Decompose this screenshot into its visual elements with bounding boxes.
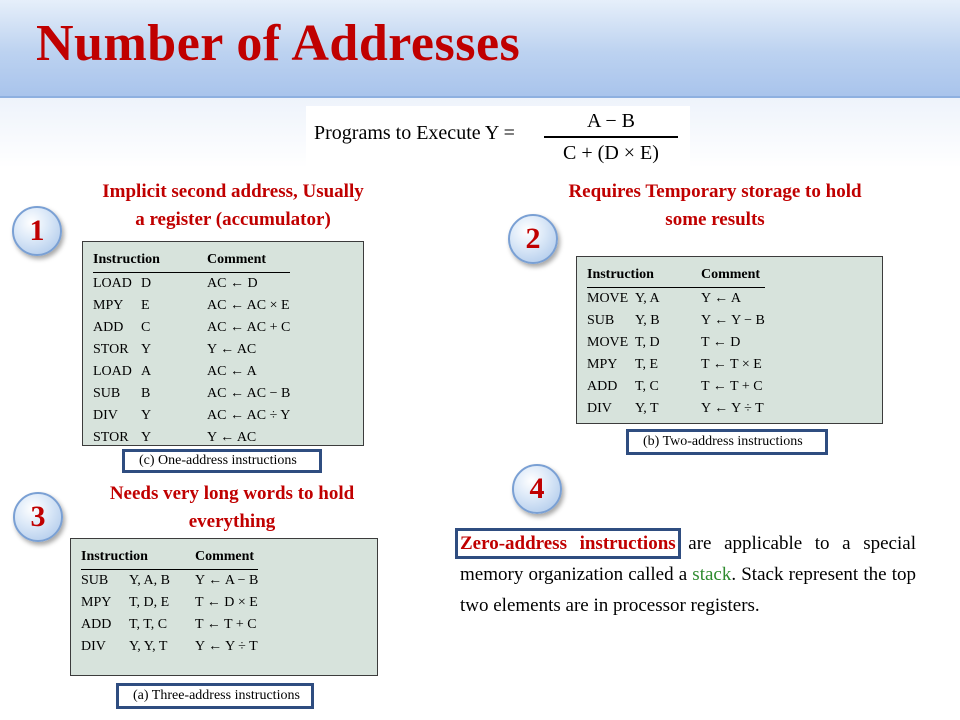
heading-line: Needs very long words to hold <box>109 483 355 504</box>
heading-line: a register (accumulator) <box>135 209 331 230</box>
comment-cell: Y ← Y − B <box>701 313 765 328</box>
comment-cell: AC ← D <box>207 276 258 291</box>
col-header-instruction: Instruction <box>81 547 195 570</box>
operand-cell: T, D, E <box>129 595 170 610</box>
slide-title: Number of Addresses <box>36 15 521 72</box>
badge-3: 3 <box>13 492 63 542</box>
instruction-row <box>93 405 290 427</box>
instruction-row <box>587 354 765 376</box>
operand-cell: Y, A <box>635 291 660 306</box>
comment-cell: Y ← AC <box>207 430 257 445</box>
three-address-caption: (a) Three-address instructions <box>116 683 314 709</box>
comment-cell: T ← T + C <box>195 617 257 632</box>
instruction-row <box>93 383 290 405</box>
paragraph-text: . Stack represent the top two elements are in processor registers. <box>460 564 916 616</box>
one-address-caption: (c) One-address instructions <box>122 449 322 473</box>
badge-2: 2 <box>508 214 558 264</box>
opcode-cell: DIV <box>587 401 612 416</box>
comment-cell: AC ← AC × E <box>207 298 290 313</box>
formula-denominator: C + (D × E) <box>563 142 659 164</box>
instruction-row <box>587 398 765 420</box>
opcode-cell: DIV <box>93 408 118 423</box>
col-header-instruction: Instruction <box>587 265 701 288</box>
stack-word: stack <box>692 564 732 585</box>
one-address-table <box>93 250 290 449</box>
two-address-panel <box>576 256 883 424</box>
instruction-row <box>81 592 258 614</box>
opcode-cell: ADD <box>587 379 618 394</box>
section-2-heading <box>520 178 910 234</box>
comment-cell: T ← D × E <box>195 595 258 610</box>
formula-fraction <box>544 108 678 166</box>
instruction-row <box>93 295 290 317</box>
comment-cell: T ← D <box>701 335 741 350</box>
heading-line: some results <box>665 209 765 230</box>
operand-cell: Y <box>141 408 152 423</box>
section-3-heading <box>54 480 410 536</box>
opcode-cell: SUB <box>93 386 121 401</box>
operand-cell: T, T, C <box>129 617 168 632</box>
three-address-panel <box>70 538 378 676</box>
zero-address-highlight: Zero-address instructions <box>460 533 676 554</box>
section-1-heading <box>60 178 406 234</box>
title-bar <box>0 0 960 98</box>
operand-cell: C <box>141 320 151 335</box>
instruction-row <box>93 361 290 383</box>
comment-cell: AC ← A <box>207 364 257 379</box>
instruction-row <box>587 332 765 354</box>
three-address-table <box>81 547 258 658</box>
opcode-cell: ADD <box>93 320 124 335</box>
instruction-row <box>93 427 290 449</box>
opcode-cell: STOR <box>93 430 129 445</box>
instruction-row <box>587 288 765 311</box>
one-address-panel <box>82 241 364 446</box>
opcode-cell: SUB <box>81 573 109 588</box>
opcode-cell: STOR <box>93 342 129 357</box>
operand-cell: A <box>141 364 152 379</box>
heading-line: Requires Temporary storage to hold <box>568 181 862 202</box>
operand-cell: Y, B <box>635 313 660 328</box>
instruction-row <box>93 339 290 361</box>
col-header-comment: Comment <box>195 547 258 570</box>
heading-line: everything <box>188 511 276 532</box>
operand-cell: Y, A, B <box>129 573 170 588</box>
comment-cell: Y ← AC <box>207 342 257 357</box>
opcode-cell: LOAD <box>93 364 132 379</box>
opcode-cell: DIV <box>81 639 106 654</box>
instruction-row <box>81 636 258 658</box>
instruction-row <box>93 317 290 339</box>
zero-address-paragraph <box>460 528 916 621</box>
instruction-row <box>81 614 258 636</box>
operand-cell: B <box>141 386 151 401</box>
operand-cell: T, D <box>635 335 660 350</box>
operand-cell: D <box>141 276 152 291</box>
formula <box>306 106 690 166</box>
opcode-cell: MOVE <box>587 291 629 306</box>
badge-4: 4 <box>512 464 562 514</box>
operand-cell: T, E <box>635 357 659 372</box>
opcode-cell: MPY <box>93 298 124 313</box>
opcode-cell: MPY <box>587 357 618 372</box>
operand-cell: T, C <box>635 379 659 394</box>
instruction-row <box>93 273 290 296</box>
formula-numerator: A − B <box>587 110 635 132</box>
operand-cell: Y, Y, T <box>129 639 168 654</box>
two-address-table <box>587 265 765 420</box>
comment-cell: AC ← AC − B <box>207 386 291 401</box>
comment-cell: Y ← A − B <box>195 573 259 588</box>
opcode-cell: SUB <box>587 313 615 328</box>
operand-cell: Y <box>141 342 152 357</box>
comment-cell: AC ← AC ÷ Y <box>207 408 291 423</box>
comment-cell: T ← T × E <box>701 357 762 372</box>
comment-cell: AC ← AC + C <box>207 320 291 335</box>
col-header-comment: Comment <box>701 265 765 288</box>
paragraph-text: are applicable to a special memory organization called a <box>460 533 916 585</box>
col-header-instruction: Instruction <box>93 250 207 273</box>
opcode-cell: MOVE <box>587 335 629 350</box>
opcode-cell: MPY <box>81 595 112 610</box>
instruction-row <box>81 570 258 593</box>
comment-cell: Y ← Y ÷ T <box>701 401 764 416</box>
col-header-comment: Comment <box>207 250 290 273</box>
comment-cell: Y ← A <box>701 291 741 306</box>
formula-lead: Programs to Execute Y = <box>314 122 515 144</box>
opcode-cell: ADD <box>81 617 112 632</box>
fraction-bar <box>544 136 678 138</box>
comment-cell: Y ← Y ÷ T <box>195 639 258 654</box>
operand-cell: Y <box>141 430 152 445</box>
comment-cell: T ← T + C <box>701 379 763 394</box>
instruction-row <box>587 376 765 398</box>
opcode-cell: LOAD <box>93 276 132 291</box>
operand-cell: E <box>141 298 150 313</box>
two-address-caption: (b) Two-address instructions <box>626 429 828 455</box>
operand-cell: Y, T <box>635 401 659 416</box>
instruction-row <box>587 310 765 332</box>
heading-line: Implicit second address, Usually <box>102 181 364 202</box>
badge-1: 1 <box>12 206 62 256</box>
